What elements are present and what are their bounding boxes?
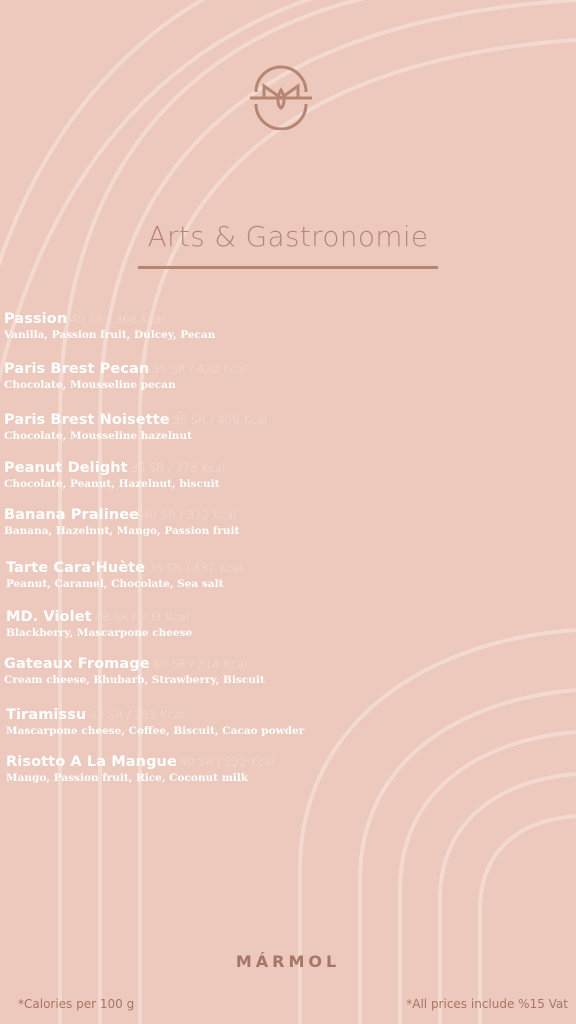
menu-item [4,358,247,391]
item-description: Mascarpone cheese, Coffee, Biscuit, Cacao powder [6,725,305,737]
item-price-kcal: 40 SR / 283 Kcal [89,708,184,722]
item-name: Peanut Delight [4,460,128,476]
item-description: Vanilla, Passion fruit, Dulcey, Pecan [4,329,216,341]
page-title: Arts & Gastronomie [147,220,429,253]
item-description: Chocolate, Mousseline hazelnut [4,430,192,442]
menu-item [4,308,215,341]
item-name: MD. Violet [6,609,92,625]
item-description: Chocolate, Peanut, Hazelnut, biscuit [4,478,220,490]
item-description: Chocolate, Mousseline pecan [4,379,176,391]
menu-item [4,409,267,442]
item-price-kcal: 35 SR / 437 Kcal [148,561,243,575]
item-price-kcal: 48 SR / 203 Kcal [94,610,190,624]
item-name: Passion [4,311,68,327]
item-price-kcal: 36 SR / 378 Kcal [130,461,226,475]
item-name: Risotto A La Mangue [6,754,177,770]
menu-item [6,606,192,639]
title-underline [138,266,438,269]
item-name: Paris Brest Noisette [4,412,170,428]
item-price-kcal: 40 SR / 222 Kcal [179,755,275,769]
item-price-kcal: 35 SR / 409 Kcal [172,413,268,427]
item-price-kcal: 35 SR / 420 Kcal [152,362,247,376]
item-name: Gateaux Fromage [4,656,150,672]
item-name: Paris Brest Pecan [4,361,150,377]
brand-wordmark: MÁRMOL [235,952,341,971]
item-description: Cream cheese, Rhubarb, Strawberry, Biscuit [4,674,265,686]
menu-item [6,557,243,590]
item-description: Mango, Passion fruit, Rice, Coconut milk [6,772,249,784]
item-price-kcal: 40 SR / 368 Kcal [70,312,165,326]
item-description: Banana, Hazelnut, Mango, Passion fruit [4,525,240,537]
item-name: Tarte Cara'Huète [6,560,146,576]
item-name: Banana Pralinee [4,507,140,523]
item-name: Tiramissu [6,707,87,723]
marmol-logo-icon [248,62,314,130]
item-price-kcal: 40 SR / 314 Kcal [152,657,248,671]
vat-note: *All prices include %15 Vat [406,997,568,1011]
calories-note: *Calories per 100 g [18,997,135,1011]
menu-item [6,751,274,784]
menu-item [4,653,265,686]
item-price-kcal: 40 SR / 372 Kcal [142,508,237,522]
menu-item [4,504,239,537]
item-description: Peanut, Caramel, Chocolate, Sea salt [6,578,224,590]
menu-item [6,704,304,737]
menu-item [4,457,225,490]
item-description: Blackberry, Mascarpone cheese [6,627,193,639]
